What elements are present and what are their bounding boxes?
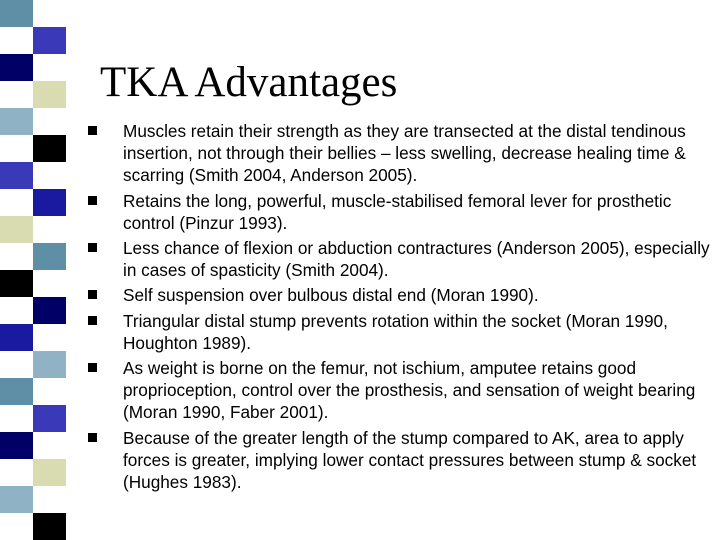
strip-block <box>0 378 33 405</box>
strip-block <box>0 324 33 351</box>
strip-block <box>0 270 33 297</box>
bullet-text: Self suspension over bulbous distal end (Moran 1990). <box>123 285 539 306</box>
strip-block <box>0 0 33 27</box>
bullet-item <box>84 120 714 187</box>
bullet-item <box>84 237 714 281</box>
strip-block <box>0 162 33 189</box>
strip-block <box>33 405 66 432</box>
strip-block <box>33 27 66 54</box>
square-bullet-icon <box>88 126 97 135</box>
bullet-text: Retains the long, powerful, muscle-stabilised femoral lever for prosthetic control (Pinzur 1993). <box>123 190 672 233</box>
strip-block <box>33 513 66 540</box>
strip-block <box>33 81 66 108</box>
strip-block <box>33 351 66 378</box>
bullet-item <box>84 190 714 234</box>
strip-block <box>33 459 66 486</box>
slide-title: TKA Advantages <box>100 59 398 106</box>
strip-block <box>33 297 66 324</box>
bullet-text: Less chance of flexion or abduction contractures (Anderson 2005), especially in cases of spasticity (Smith 2004). <box>123 238 710 281</box>
strip-block <box>0 108 33 135</box>
strip-block <box>0 486 33 513</box>
decorative-color-strip <box>0 0 67 540</box>
bullet-text: Because of the greater length of the stump compared to AK, area to apply forces is greater, implying lower contact pressures between stump & socket (Hughes 1983). <box>123 427 697 493</box>
square-bullet-icon <box>88 290 97 299</box>
square-bullet-icon <box>88 316 97 325</box>
strip-block <box>33 189 66 216</box>
square-bullet-icon <box>88 363 97 372</box>
strip-block <box>0 216 33 243</box>
square-bullet-icon <box>88 196 97 205</box>
bullet-item <box>84 427 714 494</box>
bullet-text: Triangular distal stump prevents rotation within the socket (Moran 1990, Houghton 1989). <box>123 310 668 353</box>
strip-block <box>33 243 66 270</box>
bullet-text: As weight is borne on the femur, not ischium, amputee retains good proprioception, control over the prosthesis, and sensation of weight bearing (Moran 1990, Faber 2001). <box>123 358 696 423</box>
strip-block <box>33 135 66 162</box>
strip-block <box>0 54 33 81</box>
square-bullet-icon <box>88 433 97 442</box>
square-bullet-icon <box>88 243 97 252</box>
bullet-item <box>84 357 714 424</box>
bullet-item <box>84 284 714 306</box>
strip-block <box>0 432 33 459</box>
bullet-text: Muscles retain their strength as they are transected at the distal tendinous insertion, not through their bellies – less swelling, decrease healing time & scarring (Smith 2004, Anderson 2005). <box>123 121 686 186</box>
bullet-item <box>84 310 714 354</box>
bullet-list <box>84 120 714 496</box>
